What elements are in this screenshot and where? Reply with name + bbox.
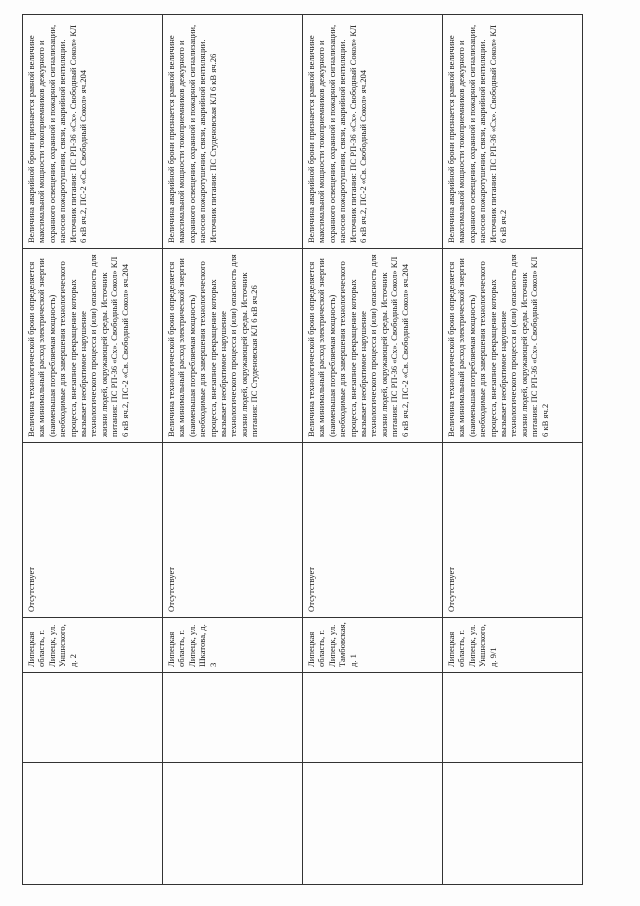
tech-reserve-cell: Величина технологической брони определяется как минимальный расход электрической энергии (наименьшая потребляемая мощность) необходимые для завершения технологического процесса, внезапное прекращение которых вызывает необратимое нарушение технологического процесса и (или) опасность для жизни людей, окружающей среды. Источник питания: ПС РП-36 «Сх». Свободный Сокол» КЛ 6 кВ яч.2, ПС-2 «Св. Свободный Сокол» яч.204 xyxy=(303,249,443,443)
empty-cell xyxy=(23,763,163,885)
emergency-reserve-cell: Величина аварийной брони признается равной величине максимальной мощности токоприемников дежурного и охранного освещения, охранной и пожарной сигнализации, насосов пожаротушения, связи, аварийной вентиляции. Источник питания: ПС РП-36 «Сх». Свободный Сокол» КЛ 6 кВ яч.2 xyxy=(443,15,583,249)
tech-reserve-cell: Величина технологической брони определяется как минимальный расход электрической энергии (наименьшая потребляемая мощность) необходимые для завершения технологического процесса, внезапное прекращение которых вызывает необратимое нарушение технологического процесса и (или) опасность для жизни людей, окружающей среды. Источник питания: ПС Студеновская КЛ 6 кВ яч.26 xyxy=(163,249,303,443)
empty-cell xyxy=(23,673,163,763)
table-row xyxy=(303,15,443,885)
status-cell: Отсутствует xyxy=(443,443,583,618)
reserve-table xyxy=(22,14,583,885)
address-cell: Липецкая область, г. Липецк, ул. Уншнского, д. 9/1 xyxy=(443,618,583,673)
address-cell: Липецкая область, г. Липецк, ул. Тамбовская, д. 1 xyxy=(303,618,443,673)
empty-cell xyxy=(163,763,303,885)
empty-cell xyxy=(303,673,443,763)
table-row xyxy=(443,15,583,885)
status-cell: Отсутствует xyxy=(23,443,163,618)
tech-reserve-cell: Величина технологической брони определяется как минимальный расход электрической энергии (наименьшая потребляемая мощность) необходимые для завершения технологического процесса, внезапное прекращение которых вызывает необратимое нарушение технологического процесса и (или) опасность для жизни людей, окружающей среды. Источник питания: ПС РП-36 «Сх». Свободный Сокол» КЛ 6 кВ яч.2 xyxy=(443,249,583,443)
empty-cell xyxy=(443,673,583,763)
empty-cell xyxy=(443,763,583,885)
rotated-table-wrapper xyxy=(22,15,582,885)
status-cell: Отсутствует xyxy=(163,443,303,618)
status-cell: Отсутствует xyxy=(303,443,443,618)
empty-cell xyxy=(303,763,443,885)
table-row xyxy=(23,15,163,885)
empty-cell xyxy=(163,673,303,763)
tech-reserve-cell: Величина технологической брони определяется как минимальный расход электрической энергии (наименьшая потребляемая мощность) необходимые для завершения технологического процесса, внезапное прекращение которых вызывает необратимое нарушение технологического процесса и (или) опасность для жизни людей, окружающей среды. Источник питания: ПС РП-36 «Сх». Свободный Сокол» КЛ 6 кВ яч.2, ПС-2 «Св. Свободный Сокол» яч.204 xyxy=(23,249,163,443)
emergency-reserve-cell: Величина аварийной брони признается равной величине максимальной мощности токоприемников дежурного и охранного освещения, охранной и пожарной сигнализации, насосов пожаротушения, связи, аварийной вентиляции. Источник питания: ПС РП-36 «Сх». Свободный Сокол» КЛ 6 кВ яч.2, ПС-2 «Св. Свободный Сокол» яч.204 xyxy=(303,15,443,249)
address-cell: Липецкая область, г. Липецк, ул. Шкатова, д. 3 xyxy=(163,618,303,673)
emergency-reserve-cell: Величина аварийной брони признается равной величине максимальной мощности токоприемников дежурного и охранного освещения, охранной и пожарной сигнализации, насосов пожаротушения, связи, аварийной вентиляции. Источник питания: ПС Студеновская КЛ 6 кВ яч.26 xyxy=(163,15,303,249)
table-row xyxy=(163,15,303,885)
emergency-reserve-cell: Величина аварийной брони признается равной величине максимальной мощности токоприемников дежурного и охранного освещения, охранной и пожарной сигнализации, насосов пожаротушения, связи, аварийной вентиляции. Источник питания: ПС РП-36 «Сх». Свободный Сокол» КЛ 6 кВ яч.2, ПС-2 «Св. Свободный Сокол» яч.204 xyxy=(23,15,163,249)
address-cell: Липецкая область, г. Липецк, ул. Уншнского, д. 2 xyxy=(23,618,163,673)
